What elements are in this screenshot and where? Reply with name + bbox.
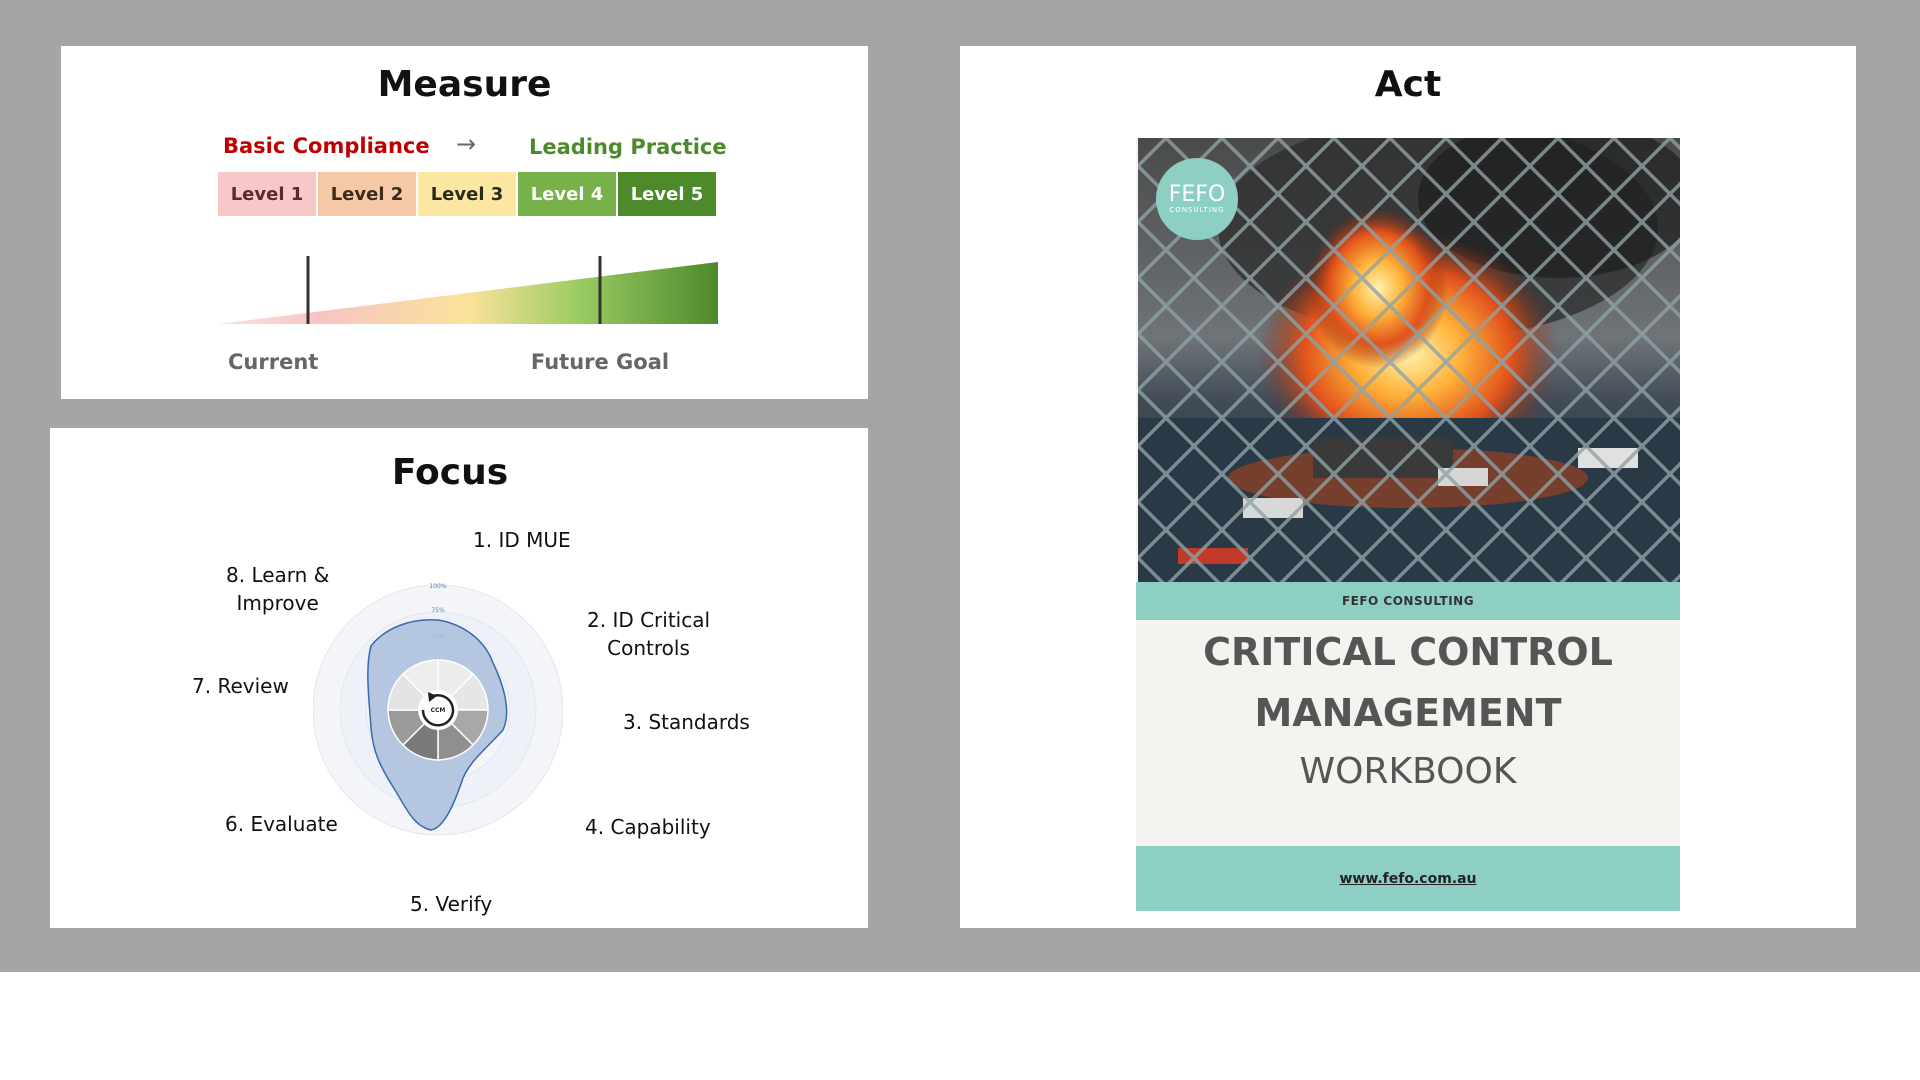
focus-panel [50, 428, 868, 928]
act-panel [960, 46, 1856, 928]
basic-compliance-label: Basic Compliance [223, 134, 430, 158]
level-3-box [418, 172, 516, 216]
focus-step-1: 1. ID MUE [473, 528, 571, 552]
logo-sub-text: CONSULTING [1169, 206, 1225, 214]
level-2-label: Level 2 [330, 183, 404, 205]
ccm-wheel [388, 660, 488, 760]
company-name: FEFO CONSULTING [1341, 594, 1475, 608]
level-2-box [318, 172, 416, 216]
focus-radar-chart [313, 568, 563, 848]
focus-title: Focus [391, 452, 509, 493]
focus-step-4: 4. Capability [585, 815, 711, 839]
leading-practice-label: Leading Practice [529, 135, 727, 159]
workbook-title-line2: MANAGEMENT [1254, 691, 1562, 735]
focus-step-6: 6. Evaluate [225, 812, 338, 836]
level-4-box [518, 172, 616, 216]
level-3-label: Level 3 [430, 183, 504, 205]
workbook-title-line1: CRITICAL CONTROL [1203, 630, 1613, 674]
fefo-logo [1156, 158, 1238, 240]
future-goal-label: Future Goal [530, 350, 670, 374]
workbook-title-line3: WORKBOOK [1299, 751, 1517, 792]
focus-step-8 [226, 561, 329, 617]
workbook-cover [1136, 138, 1680, 911]
focus-step-8-line1: 8. Learn & [226, 563, 330, 587]
level-5-label: Level 5 [630, 183, 704, 205]
focus-step-7: 7. Review [192, 674, 289, 698]
radar-tick-75: 75% [431, 607, 445, 614]
focus-step-3: 3. Standards [623, 710, 750, 734]
act-title: Act [1374, 64, 1442, 105]
current-label: Current [228, 350, 319, 374]
focus-step-2 [587, 606, 710, 662]
focus-step-5: 5. Verify [410, 892, 493, 916]
arrow-right-icon: → [456, 130, 477, 158]
company-band [1136, 582, 1680, 620]
focus-step-8-line2: Improve [236, 591, 319, 615]
url-band [1136, 846, 1680, 911]
level-4-label: Level 4 [530, 183, 604, 205]
level-1-label: Level 1 [230, 183, 304, 205]
focus-step-2-line2: Controls [607, 636, 690, 660]
wheel-center-label: CCM [430, 707, 446, 714]
level-5-box [618, 172, 716, 216]
website-link[interactable]: www.fefo.com.au [1339, 870, 1477, 887]
level-1-box [218, 172, 316, 216]
logo-main-text: FEFO [1168, 182, 1226, 207]
maturity-wedge [218, 256, 718, 328]
measure-title: Measure [377, 64, 552, 105]
measure-panel [61, 46, 868, 399]
radar-tick-100: 100% [429, 583, 447, 590]
focus-step-2-line1: 2. ID Critical [587, 608, 711, 632]
